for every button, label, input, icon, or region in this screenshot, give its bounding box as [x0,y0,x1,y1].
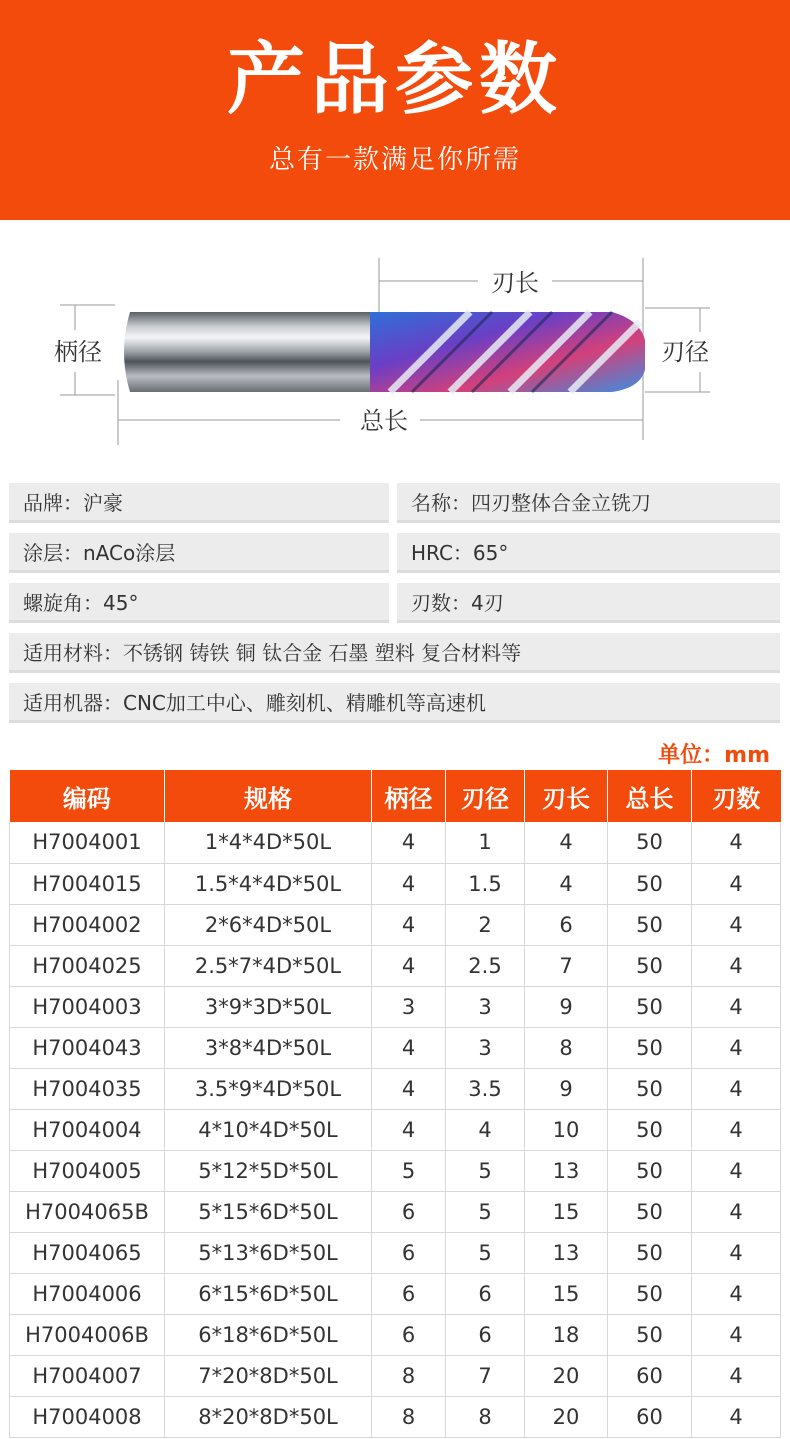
table-row [10,1355,781,1396]
unit-label: 单位：mm [658,743,770,768]
total-length-cell: 60 [608,1396,692,1437]
flute-count-cell: 4 [692,1396,781,1437]
total-length-cell: 50 [608,1068,692,1109]
blade-length-cell: 9 [525,1068,608,1109]
blade-length-cell: 9 [525,986,608,1027]
header-spec: 规格 [165,770,372,822]
total-length-cell: 50 [608,1232,692,1273]
code-cell: H7004065 [10,1232,165,1273]
spec-cell: 6*15*6D*50L [165,1273,372,1314]
code-cell: H7004004 [10,1109,165,1150]
flute-count-cell: 4 [692,945,781,986]
table-row [10,1314,781,1355]
code-cell: H7004003 [10,986,165,1027]
spec-brand: 品牌：沪豪 [9,483,389,523]
total-length-cell: 50 [608,1150,692,1191]
blade-length-cell: 4 [525,863,608,904]
code-cell: H7004015 [10,863,165,904]
flute-count-cell: 4 [692,863,781,904]
total-length-cell: 50 [608,904,692,945]
table-row [10,822,781,863]
total-length-cell: 50 [608,945,692,986]
table-row [10,1109,781,1150]
header-code: 编码 [10,770,165,822]
total-length-cell: 50 [608,1191,692,1232]
blade-diameter-cell: 5 [446,1232,525,1273]
blade-diameter-cell: 4 [446,1109,525,1150]
shank-diameter-cell: 6 [372,1273,446,1314]
table-row [10,1191,781,1232]
flute-count-cell: 4 [692,986,781,1027]
table-row [10,1027,781,1068]
header-shank-diameter: 柄径 [372,770,446,822]
spec-flutes: 刃数：4刃 [397,583,780,623]
blade-diameter-cell: 6 [446,1273,525,1314]
flute-count-cell: 4 [692,904,781,945]
total-length-cell: 50 [608,822,692,863]
shank-diameter-cell: 6 [372,1232,446,1273]
flute-count-cell: 4 [692,1355,781,1396]
shank-diameter-cell: 4 [372,904,446,945]
spec-coating: 涂层：nACo涂层 [9,533,389,573]
header-flute-count: 刃数 [692,770,781,822]
blade-diameter-cell: 8 [446,1396,525,1437]
total-length-cell: 50 [608,1314,692,1355]
blade-length-cell: 8 [525,1027,608,1068]
code-cell: H7004006 [10,1273,165,1314]
spec-name: 名称：四刃整体合金立铣刀 [397,483,780,523]
shank-diameter-cell: 3 [372,986,446,1027]
spec-hrc: HRC：65° [397,533,780,573]
blade-diameter-cell: 3.5 [446,1068,525,1109]
table-row [10,986,781,1027]
spec-cell: 1.5*4*4D*50L [165,863,372,904]
code-cell: H7004007 [10,1355,165,1396]
parameter-table [9,770,781,1438]
table-row [10,904,781,945]
shank-diameter-cell: 5 [372,1150,446,1191]
shank-diameter-cell: 4 [372,863,446,904]
flute-count-cell: 4 [692,1150,781,1191]
blade-length-cell: 13 [525,1232,608,1273]
spec-cell: 1*4*4D*50L [165,822,372,863]
blade-diameter-cell: 5 [446,1191,525,1232]
blade-diameter-cell: 1.5 [446,863,525,904]
shank-diameter-cell: 4 [372,822,446,863]
code-cell: H7004005 [10,1150,165,1191]
header-total-length: 总长 [608,770,692,822]
spec-machines: 适用机器：CNC加工中心、雕刻机、精雕机等高速机 [9,683,780,723]
spec-cell: 5*12*5D*50L [165,1150,372,1191]
blade-length-cell: 15 [525,1191,608,1232]
shank-diameter-cell: 8 [372,1396,446,1437]
blade-diameter-cell: 6 [446,1314,525,1355]
blade-length-cell: 7 [525,945,608,986]
blade-length-cell: 4 [525,822,608,863]
table-row [10,1068,781,1109]
flute-count-cell: 4 [692,1191,781,1232]
table-row [10,1150,781,1191]
flute-count-cell: 4 [692,1027,781,1068]
spec-cell: 3*8*4D*50L [165,1027,372,1068]
blade-length-cell: 20 [525,1396,608,1437]
spec-cell: 2.5*7*4D*50L [165,945,372,986]
blade-length-label: 刃长 [491,269,539,297]
spec-cell: 3.5*9*4D*50L [165,1068,372,1109]
spec-cell: 5*15*6D*50L [165,1191,372,1232]
blade-diameter-cell: 1 [446,822,525,863]
table-row [10,945,781,986]
spec-cell: 2*6*4D*50L [165,904,372,945]
code-cell: H7004043 [10,1027,165,1068]
code-cell: H7004035 [10,1068,165,1109]
header-blade-length: 刃长 [525,770,608,822]
total-length-cell: 50 [608,1109,692,1150]
spec-cell: 3*9*3D*50L [165,986,372,1027]
total-length-cell: 50 [608,986,692,1027]
code-cell: H7004025 [10,945,165,986]
flute-count-cell: 4 [692,1314,781,1355]
header-banner [0,0,790,220]
blade-diameter-cell: 5 [446,1150,525,1191]
spec-materials: 适用材料：不锈钢 铸铁 铜 钛合金 石墨 塑料 复合材料等 [9,633,780,673]
flute-count-cell: 4 [692,1109,781,1150]
shank-diameter-cell: 4 [372,1068,446,1109]
total-length-cell: 50 [608,1273,692,1314]
shank-diameter-cell: 4 [372,1027,446,1068]
table-row [10,1273,781,1314]
spec-cell: 5*13*6D*50L [165,1232,372,1273]
flute-count-cell: 4 [692,1068,781,1109]
total-length-cell: 50 [608,863,692,904]
blade-diameter-cell: 3 [446,1027,525,1068]
shank-diameter-cell: 8 [372,1355,446,1396]
header-blade-diameter: 刃径 [446,770,525,822]
blade-length-cell: 15 [525,1273,608,1314]
code-cell: H7004008 [10,1396,165,1437]
shank-diameter-cell: 6 [372,1191,446,1232]
blade-length-cell: 10 [525,1109,608,1150]
total-length-cell: 60 [608,1355,692,1396]
spec-helix: 螺旋角：45° [9,583,389,623]
blade-length-cell: 13 [525,1150,608,1191]
shank-diameter-cell: 4 [372,945,446,986]
blade-diameter-cell: 2 [446,904,525,945]
code-cell: H7004065B [10,1191,165,1232]
blade-length-cell: 6 [525,904,608,945]
total-length-cell: 50 [608,1027,692,1068]
blade-length-cell: 20 [525,1355,608,1396]
spec-cell: 8*20*8D*50L [165,1396,372,1437]
code-cell: H7004002 [10,904,165,945]
table-header-row [10,770,781,822]
blade-diameter-label: 刃径 [661,338,709,366]
blade-diameter-cell: 7 [446,1355,525,1396]
blade-diameter-cell: 3 [446,986,525,1027]
page-subtitle: 总有一款满足你所需 [268,145,521,175]
table-row [10,863,781,904]
flute-count-cell: 4 [692,1273,781,1314]
table-row [10,1232,781,1273]
shank-diameter-label: 柄径 [54,338,102,366]
blade-length-cell: 18 [525,1314,608,1355]
page-title: 产品参数 [226,35,563,125]
spec-cell: 7*20*8D*50L [165,1355,372,1396]
total-length-label: 总长 [360,407,408,435]
shank-diameter-cell: 4 [372,1109,446,1150]
spec-cell: 6*18*6D*50L [165,1314,372,1355]
table-row [10,1396,781,1437]
flute-count-cell: 4 [692,822,781,863]
code-cell: H7004001 [10,822,165,863]
blade-diameter-cell: 2.5 [446,945,525,986]
code-cell: H7004006B [10,1314,165,1355]
shank-diameter-cell: 6 [372,1314,446,1355]
end-mill-diagram [0,250,790,450]
spec-cell: 4*10*4D*50L [165,1109,372,1150]
flute-count-cell: 4 [692,1232,781,1273]
